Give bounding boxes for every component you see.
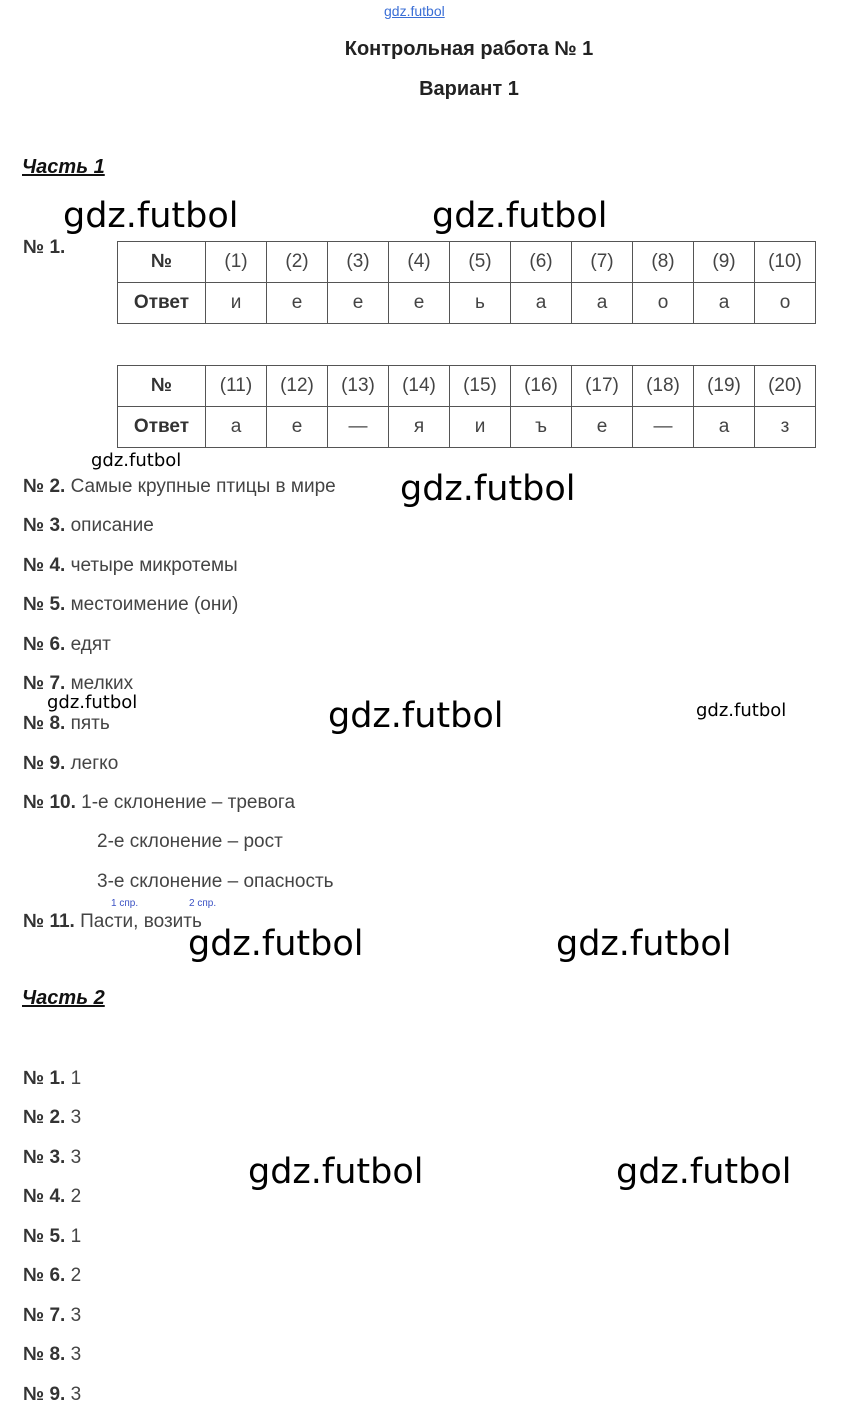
answer-text: пять xyxy=(70,713,110,734)
answer-line xyxy=(23,1186,81,1208)
watermark: gdz.futbol xyxy=(616,1152,792,1192)
table-cell: е xyxy=(389,283,450,324)
table-cell: (20) xyxy=(755,366,816,407)
table-cell: и xyxy=(206,283,267,324)
variant-title: Вариант 1 xyxy=(419,78,519,100)
table-cell: (8) xyxy=(633,242,694,283)
table-cell: (7) xyxy=(572,242,633,283)
table-cell: я xyxy=(389,407,450,448)
answer-text: описание xyxy=(70,515,154,536)
table-row-answers xyxy=(118,283,816,324)
table-cell: е xyxy=(328,283,389,324)
answer-text: 3 xyxy=(70,1147,82,1168)
question-number: № 10. xyxy=(23,792,76,813)
table-cell: — xyxy=(328,407,389,448)
question-number: № 11. xyxy=(23,911,75,932)
question-number: № 8. xyxy=(23,1344,66,1365)
answer-line xyxy=(23,713,110,735)
answer-line xyxy=(23,1068,81,1090)
answer-text: 3 xyxy=(70,1107,82,1128)
watermark: gdz.futbol xyxy=(696,700,787,721)
question-number: № 4. xyxy=(23,1186,66,1207)
answer-text: 3 xyxy=(70,1344,82,1365)
answer-text: легко xyxy=(70,753,119,774)
table-cell: (1) xyxy=(206,242,267,283)
table-cell: е xyxy=(267,407,328,448)
answer-text: 3 xyxy=(70,1384,82,1405)
table-cell: о xyxy=(755,283,816,324)
answer-line xyxy=(23,1226,81,1248)
row-header-num: № xyxy=(118,242,206,283)
answer-line xyxy=(23,476,336,498)
answer-text: Самые крупные птицы в мире xyxy=(70,476,336,497)
answer-table-1 xyxy=(117,241,816,324)
table-cell: ь xyxy=(450,283,511,324)
answer-text: 1-е склонение – тревога xyxy=(81,792,296,813)
answer-line xyxy=(23,1384,81,1406)
answer-line xyxy=(23,515,154,537)
question-number: № 7. xyxy=(23,1305,66,1326)
question-number: № 3. xyxy=(23,1147,66,1168)
answer-line xyxy=(23,594,238,616)
question-number: № 6. xyxy=(23,634,66,655)
table-cell: (14) xyxy=(389,366,450,407)
question-number: № 2. xyxy=(23,1107,66,1128)
answer-text: 2 xyxy=(70,1186,82,1207)
watermark: gdz.futbol xyxy=(91,450,182,471)
answer-line xyxy=(23,555,238,577)
answer-line xyxy=(23,1305,81,1327)
table-cell: а xyxy=(206,407,267,448)
answer-text: Пасти, возить xyxy=(80,911,202,932)
row-header-num: № xyxy=(118,366,206,407)
answer-text: едят xyxy=(70,634,111,655)
question-number: № 9. xyxy=(23,1384,66,1405)
table-cell: а xyxy=(572,283,633,324)
watermark: gdz.futbol xyxy=(400,469,576,509)
answer-table-2 xyxy=(117,365,816,448)
answer-line xyxy=(23,634,111,656)
question-number: № 8. xyxy=(23,713,66,734)
question-number: № 3. xyxy=(23,515,66,536)
table-cell: (16) xyxy=(511,366,572,407)
answer-line xyxy=(23,753,118,775)
table-cell: (15) xyxy=(450,366,511,407)
page-title: Контрольная работа № 1 xyxy=(344,38,594,60)
watermark: gdz.futbol xyxy=(63,196,239,236)
answer-text: 3 xyxy=(70,1305,82,1326)
question-number: № 9. xyxy=(23,753,66,774)
answer-text: мелких xyxy=(70,673,134,694)
question-number: № 2. xyxy=(23,476,66,497)
question-number: № 5. xyxy=(23,594,66,615)
answer-text: 2 xyxy=(70,1265,82,1286)
table-cell: а xyxy=(511,283,572,324)
question-number: № 7. xyxy=(23,673,66,694)
table-cell: е xyxy=(572,407,633,448)
answer-line xyxy=(23,792,295,814)
watermark: gdz.futbol xyxy=(248,1152,424,1192)
answer-line xyxy=(23,1107,81,1129)
table-cell: (4) xyxy=(389,242,450,283)
watermark: gdz.futbol xyxy=(556,924,732,964)
table-cell: ъ xyxy=(511,407,572,448)
table-cell: (6) xyxy=(511,242,572,283)
table-cell: и xyxy=(450,407,511,448)
table-cell: (3) xyxy=(328,242,389,283)
answer-subline: 2-е склонение – рост xyxy=(97,831,283,852)
table-cell: (2) xyxy=(267,242,328,283)
watermark: gdz.futbol xyxy=(432,196,608,236)
table-cell: (13) xyxy=(328,366,389,407)
answer-subline: 3-е склонение – опасность xyxy=(97,871,334,892)
watermark: gdz.futbol xyxy=(188,924,364,964)
table-cell: (12) xyxy=(267,366,328,407)
question-number: № 1. xyxy=(23,1068,66,1089)
q1-label: № 1. xyxy=(23,237,66,258)
answer-line xyxy=(23,1147,81,1169)
answer-line xyxy=(23,911,202,933)
table-cell: а xyxy=(694,407,755,448)
table-cell: з xyxy=(755,407,816,448)
answer-line xyxy=(23,1265,81,1287)
row-header-answer: Ответ xyxy=(118,407,206,448)
watermark: gdz.futbol xyxy=(328,696,504,736)
question-number: № 6. xyxy=(23,1265,66,1286)
table-cell: (17) xyxy=(572,366,633,407)
table-cell: (10) xyxy=(755,242,816,283)
answer-text: четыре микротемы xyxy=(70,555,238,576)
answer-text: 1 xyxy=(70,1226,82,1247)
table-cell: (5) xyxy=(450,242,511,283)
answer-text: местоимение (они) xyxy=(70,594,239,615)
conjugation-note: 2 спр. xyxy=(189,898,217,909)
table-row-numbers xyxy=(118,242,816,283)
table-row-answers xyxy=(118,407,816,448)
question-number: № 5. xyxy=(23,1226,66,1247)
watermark: gdz.futbol xyxy=(47,692,138,713)
answer-text: 1 xyxy=(70,1068,82,1089)
site-link[interactable]: gdz.futbol xyxy=(384,3,445,19)
table-cell: о xyxy=(633,283,694,324)
table-cell: — xyxy=(633,407,694,448)
table-row-numbers xyxy=(118,366,816,407)
table-cell: (19) xyxy=(694,366,755,407)
table-cell: е xyxy=(267,283,328,324)
table-cell: (9) xyxy=(694,242,755,283)
answer-line xyxy=(23,1344,81,1366)
table-cell: (18) xyxy=(633,366,694,407)
part1-heading: Часть 1 xyxy=(22,156,105,178)
part2-heading: Часть 2 xyxy=(22,987,105,1009)
conjugation-note: 1 спр. xyxy=(111,898,139,909)
table-cell: (11) xyxy=(206,366,267,407)
row-header-answer: Ответ xyxy=(118,283,206,324)
question-number: № 4. xyxy=(23,555,66,576)
table-cell: а xyxy=(694,283,755,324)
